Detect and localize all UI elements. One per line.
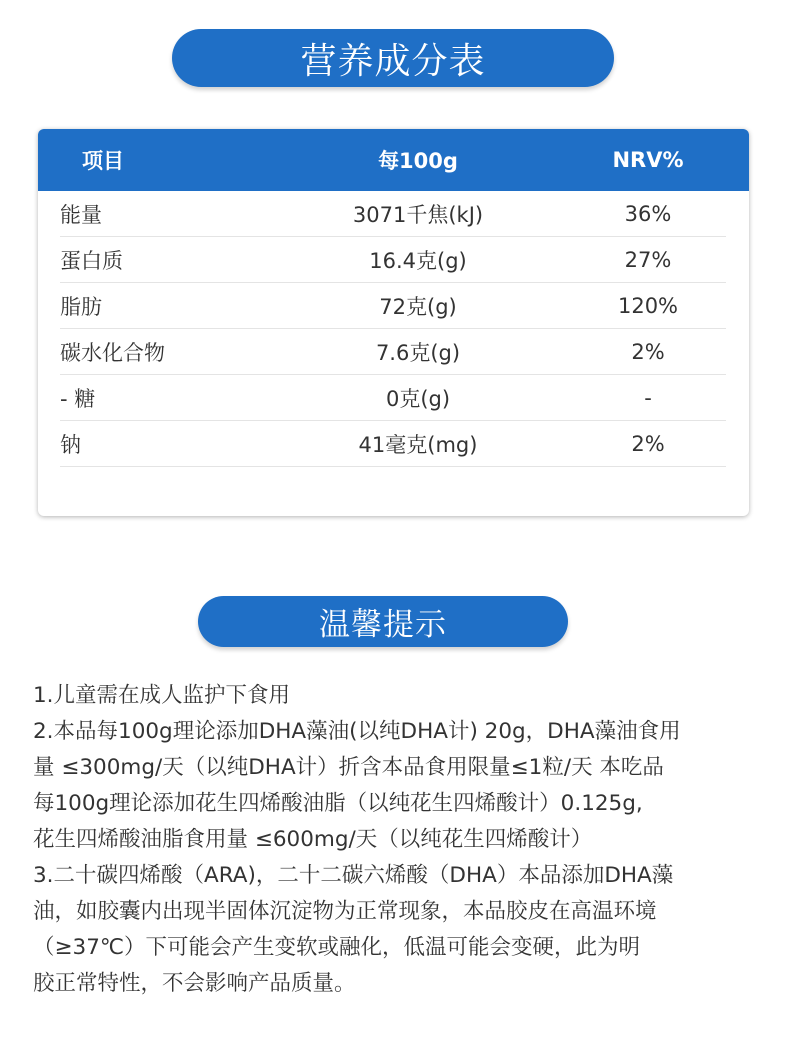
row-nrv: 2% (631, 339, 665, 364)
tips-line: （≥37℃）下可能会产生变软或融化，低温可能会变硬，此为明 (33, 935, 641, 960)
tips-line: 1.儿童需在成人监护下食用 (33, 683, 291, 708)
row-item: - 糖 (60, 386, 96, 411)
header-nrv: NRV% (612, 148, 684, 172)
tips-line: 每100g理论添加花生四烯酸油脂（以纯花生四烯酸计）0.125g, (33, 791, 643, 816)
tips-line: 3.二十碳四烯酸（ARA)，二十二碳六烯酸（DHA）本品添加DHA藻 (33, 863, 674, 888)
tips-title-banner (198, 596, 568, 647)
row-item: 蛋白质 (60, 248, 123, 273)
nutrition-table-header (38, 129, 749, 191)
tips-line: 2.本品每100g理论添加DHA藻油(以纯DHA计) 20g，DHA藻油食用 (33, 719, 681, 744)
row-value: 3071千焦(kJ) (352, 202, 484, 227)
header-per-100g: 每100g (378, 149, 458, 173)
nutrition-table (38, 129, 749, 516)
table-row (60, 237, 726, 283)
tips-text (33, 678, 763, 1002)
row-value: 0克(g) (385, 386, 451, 411)
row-value: 16.4克(g) (369, 248, 467, 273)
row-item: 碳水化合物 (60, 340, 165, 365)
row-item: 能量 (60, 202, 102, 227)
row-value: 72克(g) (379, 294, 457, 319)
table-row (60, 421, 726, 467)
row-nrv: 2% (631, 431, 665, 456)
tips-line: 花生四烯酸油脂食用量 ≤600mg/天（以纯花生四烯酸计） (33, 827, 593, 852)
row-item: 脂肪 (60, 294, 102, 319)
tips-line: 油，如胶囊内出现半固体沉淀物为正常现象，本品胶皮在高温环境 (33, 899, 657, 924)
tips-title: 温馨提示 (319, 607, 447, 643)
table-row (60, 329, 726, 375)
tips-line: 胶正常特性，不会影响产品质量。 (33, 971, 356, 996)
row-item: 钠 (60, 432, 81, 457)
table-row (60, 375, 726, 421)
nutrition-title: 营养成分表 (300, 40, 486, 82)
row-nrv: - (644, 385, 652, 410)
tips-line: 量 ≤300mg/天（以纯DHA计）折含本品食用限量≤1粒/天 本吃品 (33, 755, 664, 780)
table-row (60, 283, 726, 329)
row-nrv: 120% (617, 293, 679, 318)
nutrition-title-banner (172, 29, 614, 87)
table-row (60, 191, 726, 237)
row-nrv: 36% (624, 201, 672, 226)
row-value: 7.6克(g) (375, 340, 461, 365)
row-value: 41毫克(mg) (358, 432, 478, 457)
row-nrv: 27% (624, 247, 672, 272)
header-item: 项目 (82, 149, 124, 173)
